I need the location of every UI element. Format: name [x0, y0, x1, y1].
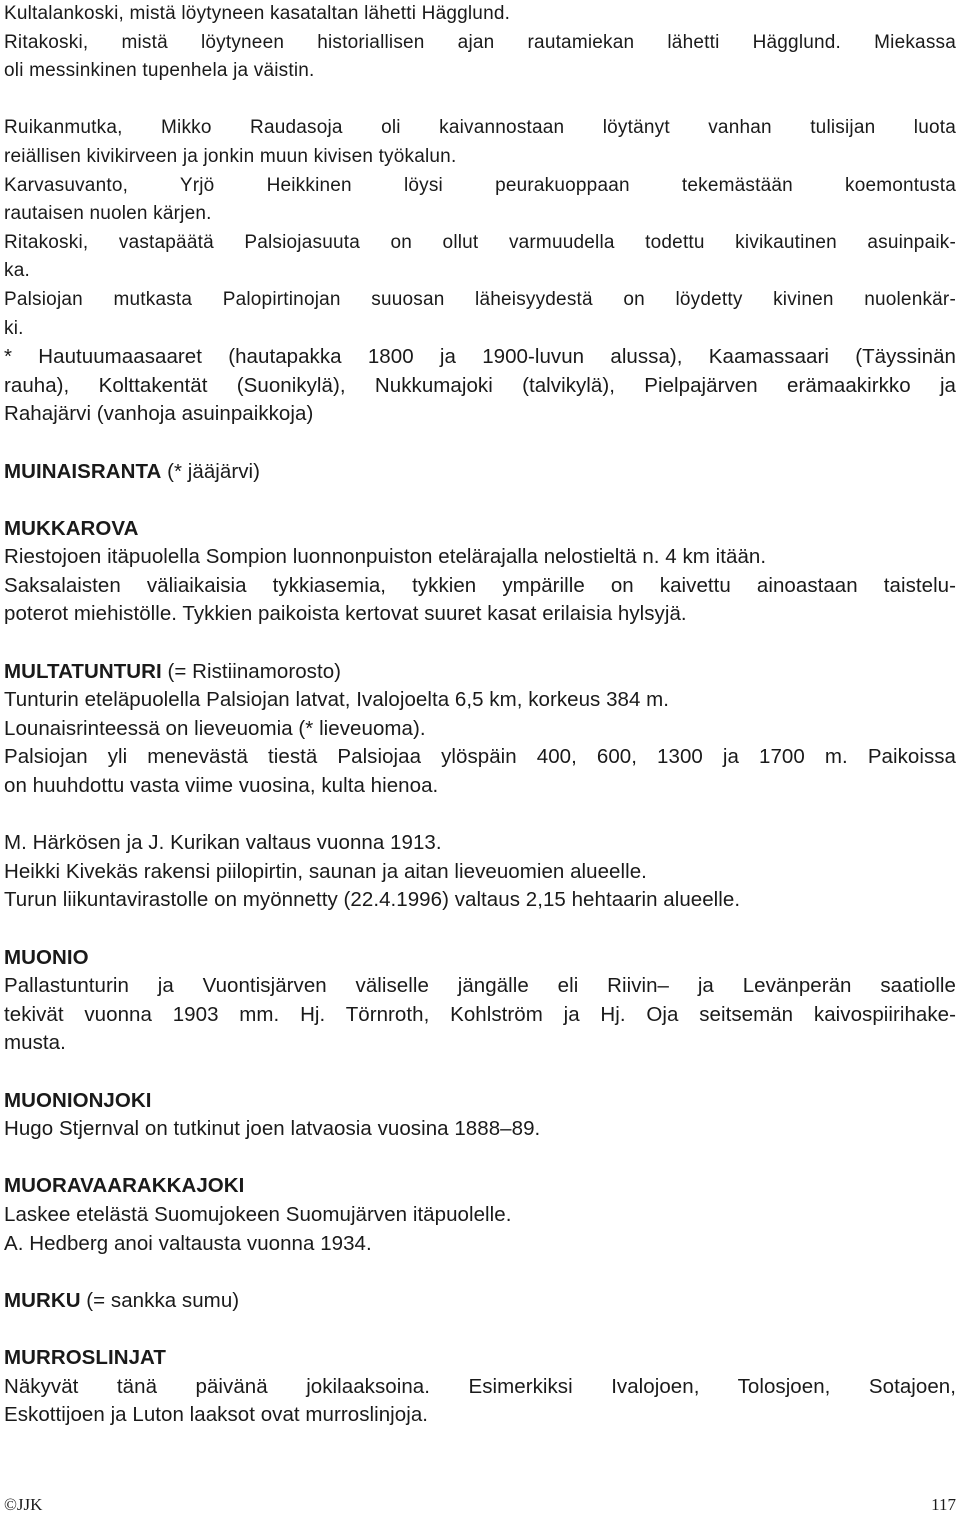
text-line: Pallastunturin ja Vuontisjärven väliselle jängälle eli Riivin– ja Levänperän saatiolle: [4, 974, 956, 998]
paragraph-gap: [4, 629, 956, 658]
text-line: Tunturin eteläpuolella Palsiojan latvat, Ivalojoelta 6,5 km, korkeus 384 m.: [4, 688, 670, 712]
paragraph-gap: [4, 486, 956, 515]
paragraph-gap: [4, 801, 956, 830]
text-line: oli messinkinen tupenhela ja väistin.: [4, 60, 315, 82]
paragraph-gap: [4, 1258, 956, 1287]
text-line: Näkyvät tänä päivänä jokilaaksoina. Esimerkiksi Ivalojoen, Tolosjoen, Sotajoen,: [4, 1374, 956, 1398]
paragraph-gap: [4, 915, 956, 944]
entry-term: MURROSLINJAT: [4, 1345, 166, 1369]
text-line: Riestojoen itäpuolella Sompion luonnonpuiston etelärajalla nelostieltä n. 4 km itään.: [4, 545, 767, 569]
text-line: ka.: [4, 260, 30, 282]
text-line: Hugo Stjernval on tutkinut joen latvaosia vuosina 1888–89.: [4, 1117, 541, 1141]
entry-term: MURKU: [4, 1288, 81, 1312]
text-line: Palsiojan mutkasta Palopirtinojan suuosan läheisyydestä on löydetty kivinen nuolenkär-: [4, 288, 956, 310]
text-line: rautaisen nuolen kärjen.: [4, 203, 212, 225]
text-line: Eskottijoen ja Luton laaksot ovat murroslinjoja.: [4, 1403, 429, 1427]
text-line: A. Hedberg anoi valtausta vuonna 1934.: [4, 1231, 372, 1255]
text-line: Turun liikuntavirastolle on myönnetty (22.4.1996) valtaus 2,15 hehtaarin alueelle.: [4, 888, 741, 912]
text-line: on huuhdottu vasta viime vuosina, kulta hienoa.: [4, 774, 439, 798]
entry-term: MUKKAROVA: [4, 516, 139, 540]
text-line: reiällisen kivikirveen ja jonkin muun kivisen työkalun.: [4, 145, 457, 167]
text-line: Ruikanmutka, Mikko Raudasoja oli kaivannostaan löytänyt vanhan tulisijan luota: [4, 117, 956, 139]
entry-term: MUINAISRANTA: [4, 459, 162, 483]
page-number: 117: [931, 1495, 956, 1514]
text-line: ki.: [4, 317, 24, 339]
entry-murku: [4, 1287, 956, 1316]
text-line: Lounaisrinteessä on lieveuomia (* lieveuoma).: [4, 716, 426, 740]
text-line: Kultalankoski, mistä löytyneen kasataltan lähetti Hägglund.: [4, 3, 511, 24]
text-line: poterot miehistölle. Tykkien paikoista kertovat suuret kasat erilaisia hylsyjä.: [4, 602, 687, 626]
entry-term: MUONIONJOKI: [4, 1088, 152, 1112]
entry-note: (= sankka sumu): [80, 1288, 240, 1312]
entry-muinaisranta: [4, 458, 956, 487]
entry-note: (* jääjärvi): [161, 459, 260, 483]
paragraph-gap: [4, 1058, 956, 1087]
copyright-text: ©JJK: [4, 1495, 43, 1514]
paragraph-gap: [4, 1144, 956, 1173]
text-line: Saksalaisten väliaikaisia tykkiasemia, tykkien ympärille on kaivettu ainoastaan taistelu-: [4, 573, 956, 597]
text-line: Karvasuvanto, Yrjö Heikkinen löysi peurakuoppaan tekemästään koemontusta: [4, 174, 956, 196]
entry-term: MUONIO: [4, 945, 89, 969]
paragraph-gap: [4, 429, 956, 458]
text-line: Palsiojan yli menevästä tiestä Palsiojaa ylöspäin 400, 600, 1300 ja 1700 m. Paikoissa: [4, 745, 956, 769]
text-line: Ritakoski, mistä löytyneen historiallisen ajan rautamiekan lähetti Hägglund. Miekassa: [4, 31, 956, 53]
page-footer: [4, 1494, 956, 1516]
text-line: Heikki Kivekäs rakensi piilopirtin, saunan ja aitan lieveuomien alueelle.: [4, 859, 647, 883]
text-line: tekivät vuonna 1903 mm. Hj. Törnroth, Kohlström ja Hj. Oja seitsemän kaivospiirihake-: [4, 1002, 956, 1026]
entry-multatunturi: [4, 658, 956, 687]
text-line: musta.: [4, 1031, 66, 1055]
document-page: [4, 0, 956, 1430]
entry-term: MULTATUNTURI: [4, 659, 162, 683]
text-line: rauha), Kolttakentät (Suonikylä), Nukkumajoki (talvikylä), Pielpajärven erämaakirkko ja: [4, 373, 956, 397]
paragraph-gap: [4, 1315, 956, 1344]
entry-note: (= Ristiinamorosto): [161, 659, 342, 683]
text-line: Rahajärvi (vanhoja asuinpaikkoja): [4, 402, 314, 426]
text-line: Ritakoski, vastapäätä Palsiojasuuta on ollut varmuudella todettu kivikautinen asuinpaik-: [4, 231, 956, 253]
text-line: * Hautuumaasaaret (hautapakka 1800 ja 1900-luvun alussa), Kaamassaari (Täyssinän: [4, 345, 956, 369]
text-line: M. Härkösen ja J. Kurikan valtaus vuonna 1913.: [4, 831, 442, 855]
paragraph-gap: [4, 86, 956, 115]
entry-term: MUORAVAARAKKAJOKI: [4, 1174, 245, 1198]
text-line: Laskee etelästä Suomujokeen Suomujärven itäpuolelle.: [4, 1202, 512, 1226]
